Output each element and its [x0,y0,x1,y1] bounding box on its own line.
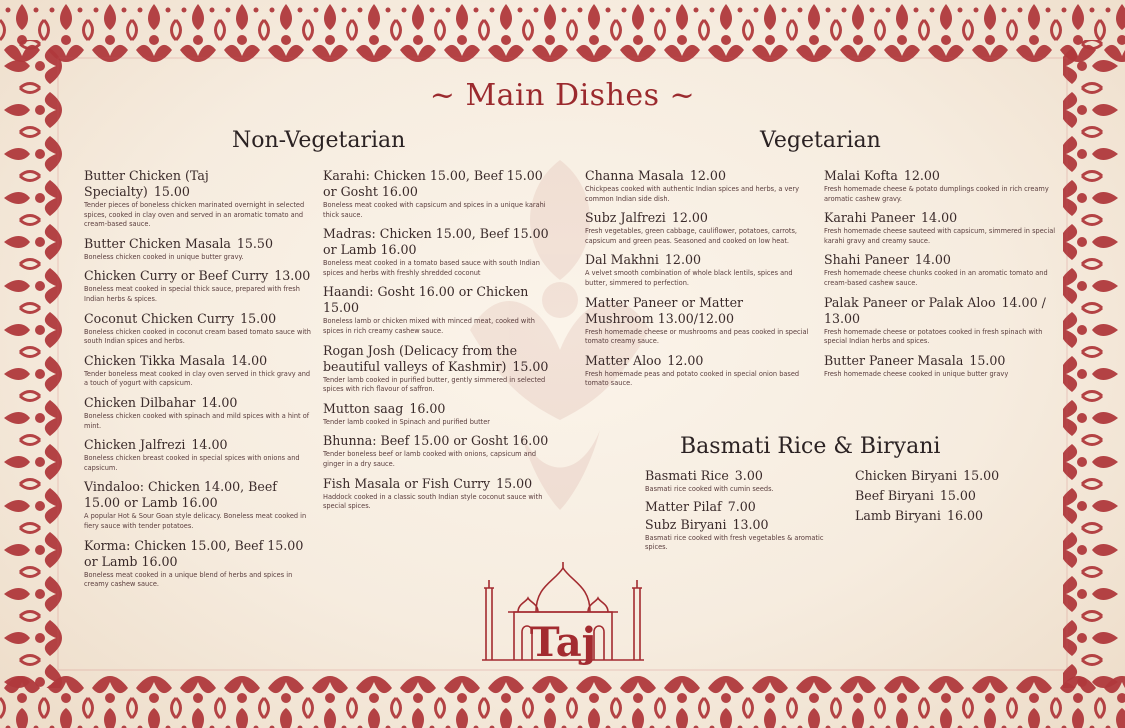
menu-item [585,168,813,204]
item-description: Fresh homemade cheese & potato dumplings cooked in rich creamy aromatic cashew gravy. [824,185,1049,203]
item-price: 12.00 [903,168,940,183]
menu-item [323,476,555,512]
item-name: Madras: Chicken 15.00, Beef 15.00 or Lamb 16.00 [323,226,549,258]
section-heading-vegetarian: Vegetarian [760,128,881,153]
item-price: 14.00 [921,210,958,226]
menu-item [585,295,813,347]
veg-column-2 [824,168,1056,385]
menu-item [84,479,316,531]
item-name: Chicken Dilbahar [84,394,196,410]
menu-item [585,210,813,246]
item-name: Lamb Biryani [855,508,941,523]
item-price: 13.00 [274,268,311,284]
page-title: ~ Main Dishes ~ [429,78,696,113]
taj-logo [478,560,648,670]
item-description: Tender boneless beef or lamb cooked with onions, capsicum and ginger in a dry sauce. [323,450,537,468]
item-description: A popular Hot & Sour Goan style delicacy. Boneless meat cooked in fiery sauce with tender potatoes. [84,512,307,530]
item-name: Coconut Chicken Curry [84,310,235,326]
item-name: Chicken Jalfrezi [84,437,186,453]
item-name: Butter Chicken Masala [84,235,231,251]
menu-item [84,268,316,304]
item-description: A velvet smooth combination of whole black lentils, spices and butter, simmered to perfection. [585,269,793,287]
menu-item [855,508,1045,524]
item-price: 14.00 [914,252,951,268]
item-name: Butter Chicken (Taj Specialty) [84,168,209,199]
menu-item [824,295,1056,347]
item-name: Butter Paneer Masala [824,352,964,368]
menu-item [824,168,1056,204]
item-description: Fresh homemade cheese sauteed with capsicum, simmered in special karahi gravy and creamy sauce. [824,227,1056,245]
item-price: 12.00 [664,252,701,268]
menu-item [855,468,1045,484]
menu-item [84,311,316,347]
menu-item [84,538,316,590]
item-name: Matter Pilaf [645,498,722,514]
item-price: 12.00 [689,168,726,183]
item-price: 7.00 [727,498,756,514]
menu-item [824,353,1056,380]
item-name: Beef Biryani [855,488,934,503]
menu-item [645,517,845,553]
item-price: 14.00 [231,352,268,368]
menu-item [323,433,555,469]
item-price: 14.00 [201,394,238,410]
item-description: Boneless meat cooked in a unique blend of herbs and spices in creamy cashew sauce. [84,570,293,589]
item-description: Boneless lamb or chicken mixed with minced meat, cooked with spices in rich creamy cashew sauce. [323,317,535,335]
item-price: 12.00 [667,352,704,368]
item-price: 16.00 [409,400,446,416]
item-price: 15.00 [939,488,976,503]
menu-item [645,499,845,515]
item-name: Karahi Paneer [824,210,916,226]
item-name: Bhunna: Beef 15.00 or Gosht 16.00 [323,433,549,449]
menu-item [323,168,555,220]
item-price: 12.00 [671,210,708,226]
item-price: 14.00 [191,437,228,453]
item-description: Basmati rice cooked with fresh vegetables & aromatic spices. [645,533,824,552]
menu-item [824,210,1056,246]
menu-item [323,401,555,428]
item-price: 3.00 [734,468,763,483]
item-description: Fresh homemade cheese or mushrooms and peas cooked in special tomato creamy sauce. [585,327,809,346]
item-description: Fresh vegetables, green cabbage, cauliflower, potatoes, carrots, capsicum and green peas. Seasoned and cooked on low heat. [585,227,798,245]
item-name: Dal Makhni [585,252,659,268]
item-price: 14.00 / 13.00 [824,294,1046,326]
item-name: Shahi Paneer [824,252,909,268]
item-name: Chicken Biryani [855,468,958,483]
item-description: Boneless chicken breast cooked in special spices with onions and capsicum. [84,454,300,472]
menu-item [323,226,555,278]
item-name: Channa Masala [585,168,684,183]
item-name: Karahi: Chicken 15.00, Beef 15.00 or Gosht 16.00 [323,168,543,199]
item-description: Fresh homemade cheese cooked in unique butter gravy [824,369,1009,378]
rice-column-2 [855,468,1045,530]
item-description: Basmati rice cooked with cumin seeds. [645,485,774,493]
item-description: Tender lamb cooked in Spinach and purified butter [323,417,491,426]
item-description: Boneless chicken cooked in unique butter gravy. [84,252,244,261]
menu-item [824,252,1056,288]
item-description: Fresh homemade cheese chunks cooked in an aromatic tomato and cream-based cashew sauce. [824,269,1048,287]
menu-item [855,488,1045,504]
item-description: Chickpeas cooked with authentic Indian spices and herbs, a very common Indian side dish. [585,185,800,203]
item-price: 15.00 [496,475,533,491]
item-name: Chicken Curry or Beef Curry [84,268,269,284]
item-description: Fresh homemade peas and potato cooked in special onion based tomato sauce. [585,369,800,388]
item-description: Boneless chicken cooked with spinach and mild spices with a hint of mint. [84,411,310,430]
item-price: 15.00 [153,184,190,199]
item-price: 16.00 [946,508,984,523]
item-description: Boneless meat cooked with capsicum and spices in a unique karahi thick sauce. [323,201,546,219]
non-veg-column-2 [323,168,555,518]
logo-text: Taj [529,619,597,666]
section-heading-non-vegetarian: Non-Vegetarian [232,128,406,153]
item-description: Haddock cooked in a classic south Indian style coconut sauce with special spices. [323,492,543,511]
menu-item [585,252,813,288]
item-name: Subz Biryani [645,516,727,532]
item-price: 15.00 [240,310,277,326]
item-name: Matter Aloo [585,352,662,368]
menu-item [84,168,316,230]
item-description: Boneless chicken cooked in coconut cream based tomato sauce with south Indian spices and herbs. [84,327,311,346]
item-name: Vindaloo: Chicken 14.00, Beef 15.00 or Lamb 16.00 [84,479,277,511]
item-name: Palak Paneer or Palak Aloo [824,294,996,310]
item-name: Malai Kofta [824,168,898,183]
item-price: 15.00 [963,468,1000,483]
menu-item [323,284,555,336]
item-price: 13.00 [732,516,769,532]
item-description: Tender boneless meat cooked in clay oven served in thick gravy and a touch of yogurt with capsicum. [84,369,311,388]
item-description: Tender pieces of boneless chicken marinated overnight in selected spices, cooked in clay oven and served in an aromatic tomato and cream-based sauce. [84,201,305,229]
item-description: Boneless meat cooked in special thick sauce, prepared with fresh Indian herbs & spices. [84,285,300,303]
item-name: Haandi: Gosht 16.00 or Chicken 15.00 [323,284,529,316]
item-name: Korma: Chicken 15.00, Beef 15.00 or Lamb 16.00 [84,537,304,569]
item-name: Rogan Josh (Delicacy from the beautiful valleys of Kashmir) [323,342,518,374]
non-veg-column-1 [84,168,316,596]
item-name: Mutton saag [323,400,404,416]
section-heading-basmati-rice: Basmati Rice & Biryani [680,434,941,459]
item-description: Tender lamb cooked in purified butter, gently simmered in selected spices with rich flavour of saffron. [323,375,546,394]
rice-column-1 [645,468,845,559]
menu-item [84,236,316,263]
item-name: Chicken Tikka Masala [84,352,226,368]
item-name: Basmati Rice [645,468,729,483]
menu-item [323,343,555,395]
item-name: Fish Masala or Fish Curry [323,475,491,491]
menu-item [645,468,845,495]
menu-item [585,353,813,389]
veg-column-1 [585,168,813,395]
item-description: Boneless meat cooked in a tomato based sauce with south Indian spices and herbs with freshly shredded coconut [323,259,540,277]
menu-item [84,437,316,473]
item-price: 15.50 [236,235,273,251]
item-price: 15.00 [512,358,549,374]
menu-item [84,353,316,389]
item-price: 15.00 [969,352,1006,368]
item-description: Fresh homemade cheese or potatoes cooked in fresh spinach with special Indian herbs and spices. [824,327,1043,346]
menu-item [84,395,316,431]
item-name: Subz Jalfrezi [585,210,666,226]
item-name: Matter Paneer or Matter Mushroom 13.00/12.00 [585,294,744,326]
